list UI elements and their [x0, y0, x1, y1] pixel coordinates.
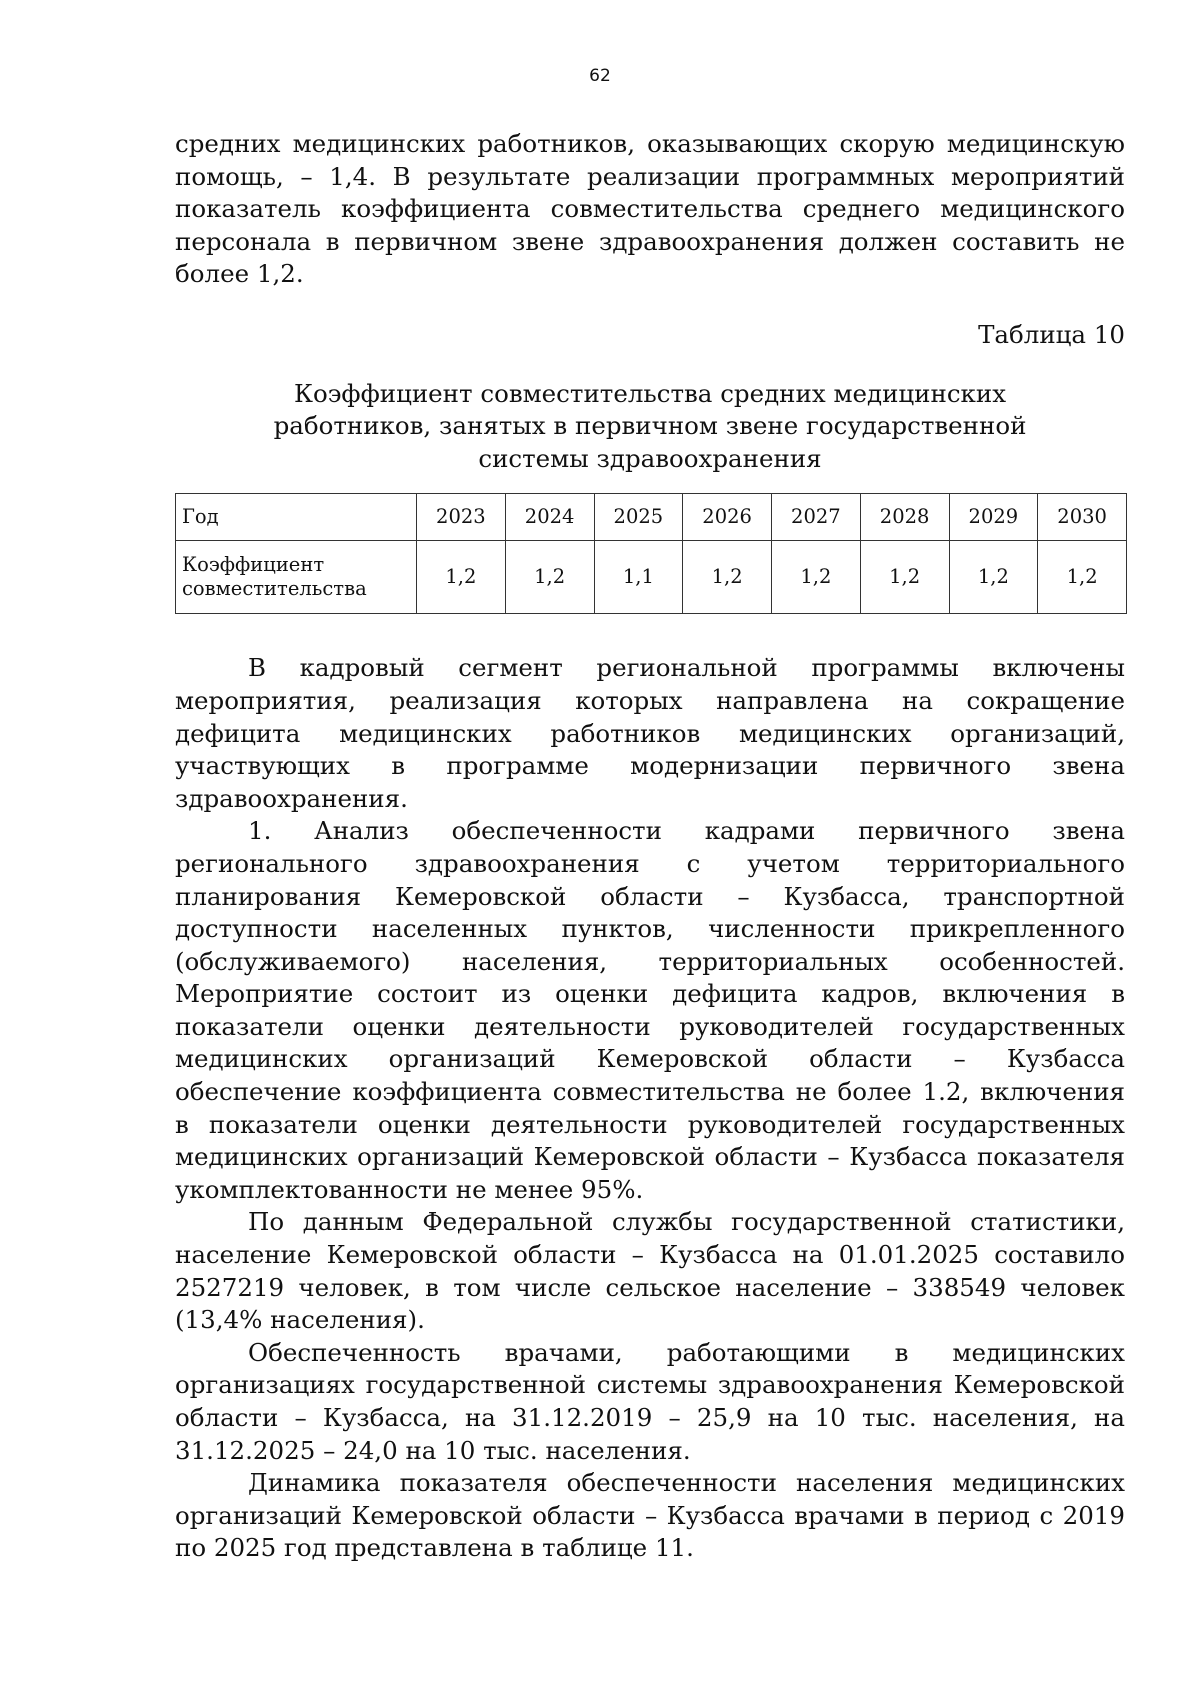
paragraph-population-stats: По данным Федеральной службы государственной статистики, население Кемеровской области – Кузбасса на 01.01.2025 составило 2527219 человек, в том числе сельское население – 338549 человек (13,4% населения).: [175, 1207, 1125, 1335]
value-cell: 1,1: [594, 541, 683, 614]
paragraph-doctor-availability: Обеспеченность врачами, работающими в медицинских организациях государственной системы здравоохранения Кемеровской области – Кузбасса, на 31.12.2019 – 25,9 на 10 тыс. населения, на 31.12.2025 – 24,0 на 10 тыс. населения.: [175, 1337, 1125, 1465]
year-cell: 2023: [417, 494, 506, 541]
year-cell: 2027: [772, 494, 861, 541]
page-content: [175, 128, 1125, 1565]
value-cell: 1,2: [772, 541, 861, 614]
paragraph-dynamics: Динамика показателя обеспеченности населения медицинских организаций Кемеровской области – Кузбасса врачами в период с 2019 по 2025 год представлена в таблице 11.: [175, 1468, 1125, 1563]
coefficient-table: [175, 493, 1127, 614]
value-cell: 1,2: [860, 541, 949, 614]
year-cell: 2026: [683, 494, 772, 541]
value-cell: 1,2: [505, 541, 594, 614]
year-cell: 2025: [594, 494, 683, 541]
table-title: Коэффициент совместительства средних медицинских работников, занятых в первичном звене государственной системы здравоохранения: [273, 378, 1027, 473]
table-header-row: [176, 494, 1127, 541]
year-cell: 2029: [949, 494, 1038, 541]
row-label-coefficient: Коэффициент совместительства: [176, 541, 417, 614]
header-cell-year: Год: [176, 494, 417, 541]
year-cell: 2028: [860, 494, 949, 541]
value-cell: 1,2: [683, 541, 772, 614]
year-cell: 2030: [1038, 494, 1127, 541]
paragraph-staffing-analysis: 1. Анализ обеспеченности кадрами первичного звена регионального здравоохранения с учетом территориального планирования Кемеровской области – Кузбасса, транспортной доступности населенных пунктов, численности прикрепленного (обслуживаемого) населения, территориальных особенностей. Мероприятие состоит из оценки дефицита кадров, включения в показатели оценки деятельности руководителей государственных медицинских организаций Кемеровской области – Кузбасса обеспечение коэффициента совместительства не более 1.2, включения в показатели оценки деятельности руководителей государственных медицинских организаций Кемеровской области – Кузбасса показателя укомплектованности не менее 95%.: [175, 816, 1125, 1204]
intro-paragraph: средних медицинских работников, оказывающих скорую медицинскую помощь, – 1,4. В результате реализации программных мероприятий показатель коэффициента совместительства среднего медицинского персонала в первичном звене здравоохранения должен составить не более 1,2.: [175, 129, 1125, 289]
table-label: Таблица 10: [978, 319, 1125, 349]
page-number: 62: [589, 66, 611, 86]
value-cell: 1,2: [949, 541, 1038, 614]
table-row: [176, 541, 1127, 614]
year-cell: 2024: [505, 494, 594, 541]
value-cell: 1,2: [1038, 541, 1127, 614]
value-cell: 1,2: [417, 541, 506, 614]
body-text: [175, 652, 1125, 1565]
paragraph-staffing-segment: В кадровый сегмент региональной программы включены мероприятия, реализация которых направлена на сокращение дефицита медицинских работников медицинских организаций, участвующих в программе модернизации первичного звена здравоохранения.: [175, 653, 1125, 813]
